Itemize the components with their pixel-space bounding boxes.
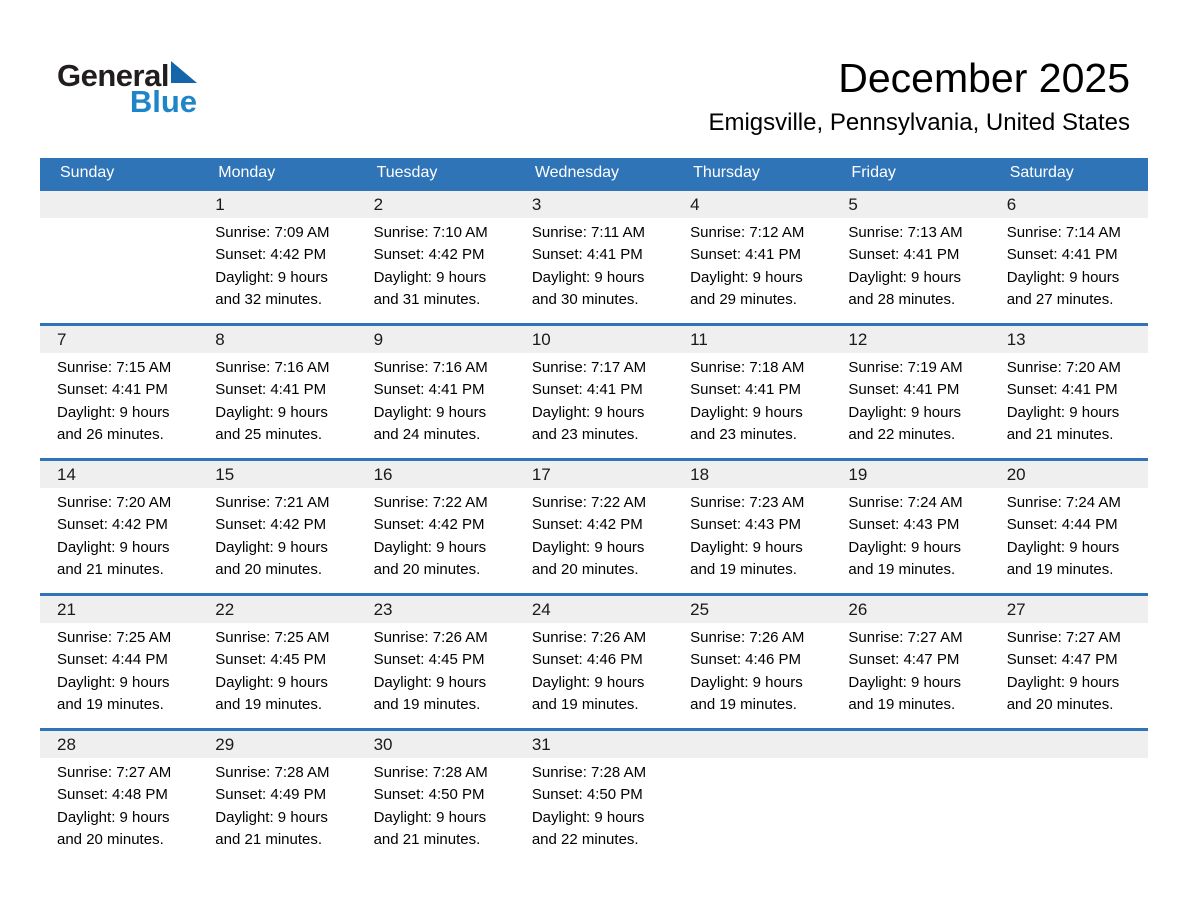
day-number: 19 (831, 461, 989, 488)
daylight-text-line2: and 31 minutes. (373, 290, 481, 308)
daylight-text-line2: and 23 minutes. (690, 425, 797, 443)
sunset-text: Sunset: 4:48 PM (57, 786, 168, 804)
daylight-text-line2: and 21 minutes. (215, 830, 323, 848)
day-number: 22 (198, 596, 356, 623)
sunrise-text: Sunrise: 7:14 AM (1006, 224, 1121, 241)
day-details (673, 758, 831, 762)
day-details (831, 353, 989, 446)
sunset-text: Sunset: 4:46 PM (690, 651, 802, 669)
daylight-text-line2: and 19 minutes. (531, 695, 639, 713)
daylight-text-line1: Daylight: 9 hours (57, 808, 170, 826)
daylight-text-line1: Daylight: 9 hours (215, 808, 328, 826)
day-number: 7 (40, 326, 198, 353)
day-number: 28 (40, 731, 198, 758)
day-cell-8 (198, 326, 356, 458)
day-cell-16 (357, 461, 515, 593)
daylight-text-line2: and 19 minutes. (57, 695, 164, 713)
day-cell-20 (990, 461, 1148, 593)
day-cell-24 (515, 596, 673, 728)
sunset-text: Sunset: 4:50 PM (373, 786, 485, 804)
daylight-text-line2: and 32 minutes. (215, 290, 323, 308)
day-number (40, 191, 198, 218)
sunset-text: Sunset: 4:41 PM (1006, 246, 1118, 264)
day-cell-30 (357, 731, 515, 863)
daylight-text-line2: and 20 minutes. (215, 560, 323, 578)
daylight-text-line2: and 29 minutes. (690, 290, 797, 308)
day-details (831, 758, 989, 762)
daylight-text-line1: Daylight: 9 hours (848, 268, 961, 286)
daylight-text-line2: and 20 minutes. (1006, 695, 1114, 713)
day-details (198, 353, 356, 446)
sunrise-text: Sunrise: 7:15 AM (57, 359, 172, 376)
daylight-text-line2: and 25 minutes. (215, 425, 323, 443)
day-cell-5 (831, 191, 989, 323)
daylight-text-line2: and 19 minutes. (1006, 560, 1114, 578)
sunrise-text: Sunrise: 7:24 AM (848, 494, 963, 511)
sunset-text: Sunset: 4:43 PM (690, 516, 802, 534)
logo-text-general: General (57, 58, 169, 93)
sunrise-text: Sunrise: 7:22 AM (373, 494, 488, 511)
daylight-text-line1: Daylight: 9 hours (531, 268, 645, 286)
sunset-text: Sunset: 4:41 PM (690, 381, 802, 399)
day-number: 14 (40, 461, 198, 488)
day-number: 12 (831, 326, 989, 353)
daylight-text-line2: and 20 minutes. (57, 830, 164, 848)
day-cell-21 (40, 596, 198, 728)
day-details (990, 353, 1148, 446)
day-details (357, 623, 515, 716)
sunset-text: Sunset: 4:44 PM (1006, 516, 1118, 534)
sunrise-text: Sunrise: 7:16 AM (215, 359, 330, 376)
day-details (515, 488, 673, 581)
day-details (673, 623, 831, 716)
day-cell-26 (831, 596, 989, 728)
sunrise-text: Sunrise: 7:10 AM (373, 224, 488, 241)
day-number: 10 (515, 326, 673, 353)
sunrise-text: Sunrise: 7:22 AM (531, 494, 647, 511)
daylight-text-line1: Daylight: 9 hours (1006, 403, 1120, 421)
weekday-header-wednesday: Wednesday (534, 164, 620, 181)
day-cell-25 (673, 596, 831, 728)
day-details (357, 758, 515, 851)
daylight-text-line1: Daylight: 9 hours (373, 538, 487, 556)
sunrise-text: Sunrise: 7:27 AM (1006, 629, 1121, 646)
calendar-weeks (40, 188, 1148, 863)
sunrise-text: Sunrise: 7:25 AM (215, 629, 330, 646)
sunset-text: Sunset: 4:45 PM (373, 651, 485, 669)
day-number: 2 (357, 191, 515, 218)
sunrise-text: Sunrise: 7:17 AM (531, 359, 647, 376)
day-details (831, 488, 989, 581)
day-details (198, 488, 356, 581)
day-details (515, 353, 673, 446)
weekday-header-sunday: Sunday (60, 164, 115, 181)
sunrise-text: Sunrise: 7:28 AM (531, 764, 647, 781)
daylight-text-line2: and 19 minutes. (848, 695, 956, 713)
weekday-header-thursday: Thursday (693, 164, 760, 181)
daylight-text-line2: and 22 minutes. (848, 425, 956, 443)
day-number: 31 (515, 731, 673, 758)
sunset-text: Sunset: 4:42 PM (373, 516, 485, 534)
sunset-text: Sunset: 4:41 PM (690, 246, 802, 264)
daylight-text-line2: and 24 minutes. (373, 425, 481, 443)
day-number: 26 (831, 596, 989, 623)
day-number: 6 (990, 191, 1148, 218)
sunrise-text: Sunrise: 7:26 AM (373, 629, 488, 646)
daylight-text-line1: Daylight: 9 hours (373, 268, 487, 286)
sunset-text: Sunset: 4:41 PM (531, 246, 643, 264)
day-number: 3 (515, 191, 673, 218)
day-cell-18 (673, 461, 831, 593)
day-cell-27 (990, 596, 1148, 728)
weekday-header-tuesday: Tuesday (376, 164, 438, 181)
day-cell-4 (673, 191, 831, 323)
sunset-text: Sunset: 4:41 PM (848, 381, 960, 399)
daylight-text-line2: and 21 minutes. (1006, 425, 1114, 443)
weekday-header-monday: Monday (218, 164, 276, 181)
day-number: 8 (198, 326, 356, 353)
weekday-header-friday: Friday (851, 164, 896, 181)
daylight-text-line1: Daylight: 9 hours (690, 268, 803, 286)
day-cell-empty (831, 731, 989, 863)
daylight-text-line1: Daylight: 9 hours (1006, 673, 1120, 691)
daylight-text-line1: Daylight: 9 hours (57, 403, 170, 421)
day-details (40, 353, 198, 446)
calendar-table (40, 158, 1148, 863)
day-number (673, 731, 831, 758)
sunrise-text: Sunrise: 7:28 AM (373, 764, 488, 781)
day-cell-7 (40, 326, 198, 458)
day-number: 23 (357, 596, 515, 623)
daylight-text-line1: Daylight: 9 hours (373, 673, 487, 691)
day-details (673, 353, 831, 446)
day-cell-17 (515, 461, 673, 593)
daylight-text-line1: Daylight: 9 hours (531, 538, 645, 556)
week-row-3 (40, 458, 1148, 593)
sunset-text: Sunset: 4:43 PM (848, 516, 960, 534)
sunset-text: Sunset: 4:42 PM (57, 516, 168, 534)
daylight-text-line1: Daylight: 9 hours (1006, 268, 1120, 286)
sunset-text: Sunset: 4:41 PM (215, 381, 327, 399)
sunset-text: Sunset: 4:44 PM (57, 651, 168, 669)
day-details (198, 218, 356, 311)
daylight-text-line2: and 19 minutes. (373, 695, 481, 713)
day-details (990, 623, 1148, 716)
daylight-text-line1: Daylight: 9 hours (57, 538, 170, 556)
daylight-text-line2: and 21 minutes. (57, 560, 164, 578)
sunrise-text: Sunrise: 7:19 AM (848, 359, 963, 376)
sunrise-text: Sunrise: 7:28 AM (215, 764, 330, 781)
daylight-text-line2: and 19 minutes. (690, 560, 797, 578)
day-number: 17 (515, 461, 673, 488)
day-details (673, 218, 831, 311)
day-cell-31 (515, 731, 673, 863)
daylight-text-line1: Daylight: 9 hours (848, 538, 961, 556)
day-number: 16 (357, 461, 515, 488)
day-cell-22 (198, 596, 356, 728)
daylight-text-line1: Daylight: 9 hours (531, 673, 645, 691)
sunset-text: Sunset: 4:47 PM (848, 651, 960, 669)
daylight-text-line1: Daylight: 9 hours (690, 673, 803, 691)
sunrise-text: Sunrise: 7:27 AM (57, 764, 172, 781)
title-block (708, 55, 1130, 137)
sunrise-text: Sunrise: 7:23 AM (690, 494, 805, 511)
day-number: 11 (673, 326, 831, 353)
daylight-text-line1: Daylight: 9 hours (215, 538, 328, 556)
daylight-text-line2: and 23 minutes. (531, 425, 639, 443)
day-number: 18 (673, 461, 831, 488)
daylight-text-line2: and 19 minutes. (215, 695, 323, 713)
day-details (40, 218, 198, 222)
week-row-4 (40, 593, 1148, 728)
sunrise-text: Sunrise: 7:21 AM (215, 494, 330, 511)
day-cell-3 (515, 191, 673, 323)
sunset-text: Sunset: 4:47 PM (1006, 651, 1118, 669)
day-details (515, 218, 673, 311)
sunrise-text: Sunrise: 7:18 AM (690, 359, 805, 376)
day-number: 30 (357, 731, 515, 758)
daylight-text-line2: and 19 minutes. (690, 695, 797, 713)
day-cell-10 (515, 326, 673, 458)
daylight-text-line1: Daylight: 9 hours (373, 403, 487, 421)
day-number: 29 (198, 731, 356, 758)
daylight-text-line1: Daylight: 9 hours (215, 403, 328, 421)
daylight-text-line2: and 30 minutes. (531, 290, 639, 308)
day-cell-23 (357, 596, 515, 728)
general-blue-logo (57, 60, 197, 117)
day-cell-12 (831, 326, 989, 458)
day-cell-28 (40, 731, 198, 863)
day-cell-1 (198, 191, 356, 323)
sunrise-text: Sunrise: 7:09 AM (215, 224, 330, 241)
day-number: 1 (198, 191, 356, 218)
logo-text-blue: Blue (129, 84, 197, 119)
day-details (357, 218, 515, 311)
sunset-text: Sunset: 4:46 PM (531, 651, 643, 669)
day-cell-empty (673, 731, 831, 863)
sunset-text: Sunset: 4:41 PM (1006, 381, 1118, 399)
daylight-text-line1: Daylight: 9 hours (690, 403, 803, 421)
day-number: 4 (673, 191, 831, 218)
sunrise-text: Sunrise: 7:20 AM (57, 494, 172, 511)
day-details (831, 623, 989, 716)
daylight-text-line1: Daylight: 9 hours (215, 673, 328, 691)
sunrise-text: Sunrise: 7:20 AM (1006, 359, 1121, 376)
logo-triangle-icon (171, 61, 197, 83)
daylight-text-line2: and 26 minutes. (57, 425, 164, 443)
day-cell-19 (831, 461, 989, 593)
daylight-text-line2: and 20 minutes. (373, 560, 481, 578)
day-number: 13 (990, 326, 1148, 353)
weekday-header-saturday: Saturday (1009, 164, 1074, 181)
sunrise-text: Sunrise: 7:27 AM (848, 629, 963, 646)
sunset-text: Sunset: 4:49 PM (215, 786, 327, 804)
day-details (831, 218, 989, 311)
day-cell-15 (198, 461, 356, 593)
daylight-text-line1: Daylight: 9 hours (531, 808, 645, 826)
daylight-text-line1: Daylight: 9 hours (373, 808, 487, 826)
daylight-text-line2: and 20 minutes. (531, 560, 639, 578)
day-number: 15 (198, 461, 356, 488)
sunset-text: Sunset: 4:45 PM (215, 651, 327, 669)
daylight-text-line1: Daylight: 9 hours (215, 268, 328, 286)
daylight-text-line1: Daylight: 9 hours (690, 538, 803, 556)
day-cell-13 (990, 326, 1148, 458)
sunrise-text: Sunrise: 7:16 AM (373, 359, 488, 376)
daylight-text-line2: and 28 minutes. (848, 290, 956, 308)
day-number: 5 (831, 191, 989, 218)
sunrise-text: Sunrise: 7:13 AM (848, 224, 963, 241)
day-details (673, 488, 831, 581)
day-number: 21 (40, 596, 198, 623)
day-details (357, 488, 515, 581)
day-cell-6 (990, 191, 1148, 323)
day-details (515, 623, 673, 716)
sunrise-text: Sunrise: 7:11 AM (531, 224, 645, 241)
page-title: December 2025 (838, 55, 1130, 101)
sunset-text: Sunset: 4:42 PM (373, 246, 485, 264)
day-cell-empty (990, 731, 1148, 863)
day-cell-9 (357, 326, 515, 458)
daylight-text-line1: Daylight: 9 hours (57, 673, 170, 691)
week-row-1 (40, 188, 1148, 323)
day-cell-29 (198, 731, 356, 863)
sunrise-text: Sunrise: 7:26 AM (690, 629, 805, 646)
daylight-text-line2: and 27 minutes. (1006, 290, 1114, 308)
sunrise-text: Sunrise: 7:12 AM (690, 224, 805, 241)
day-number: 27 (990, 596, 1148, 623)
sunrise-text: Sunrise: 7:25 AM (57, 629, 172, 646)
sunset-text: Sunset: 4:41 PM (373, 381, 485, 399)
sunset-text: Sunset: 4:42 PM (215, 246, 327, 264)
day-cell-empty (40, 191, 198, 323)
daylight-text-line1: Daylight: 9 hours (848, 403, 961, 421)
day-details (990, 218, 1148, 311)
day-number: 9 (357, 326, 515, 353)
day-number: 20 (990, 461, 1148, 488)
daylight-text-line1: Daylight: 9 hours (531, 403, 645, 421)
daylight-text-line2: and 19 minutes. (848, 560, 956, 578)
day-details (515, 758, 673, 851)
day-number: 24 (515, 596, 673, 623)
day-details (198, 758, 356, 851)
day-cell-2 (357, 191, 515, 323)
sunset-text: Sunset: 4:41 PM (848, 246, 960, 264)
sunrise-text: Sunrise: 7:24 AM (1006, 494, 1121, 511)
weekday-header-row (40, 158, 1148, 188)
week-row-5 (40, 728, 1148, 863)
day-cell-11 (673, 326, 831, 458)
daylight-text-line1: Daylight: 9 hours (1006, 538, 1120, 556)
day-details (990, 758, 1148, 762)
week-row-2 (40, 323, 1148, 458)
sunset-text: Sunset: 4:42 PM (531, 516, 643, 534)
day-number: 25 (673, 596, 831, 623)
sunset-text: Sunset: 4:50 PM (531, 786, 643, 804)
day-cell-14 (40, 461, 198, 593)
sunset-text: Sunset: 4:42 PM (215, 516, 327, 534)
sunset-text: Sunset: 4:41 PM (57, 381, 168, 399)
daylight-text-line2: and 21 minutes. (373, 830, 481, 848)
daylight-text-line2: and 22 minutes. (531, 830, 639, 848)
day-number (831, 731, 989, 758)
day-details (357, 353, 515, 446)
day-details (40, 623, 198, 716)
day-details (40, 758, 198, 851)
day-details (990, 488, 1148, 581)
day-details (40, 488, 198, 581)
page-subtitle: Emigsville, Pennsylvania, United States (708, 109, 1130, 137)
daylight-text-line1: Daylight: 9 hours (848, 673, 961, 691)
sunrise-text: Sunrise: 7:26 AM (531, 629, 647, 646)
sunset-text: Sunset: 4:41 PM (531, 381, 643, 399)
day-number (990, 731, 1148, 758)
day-details (198, 623, 356, 716)
